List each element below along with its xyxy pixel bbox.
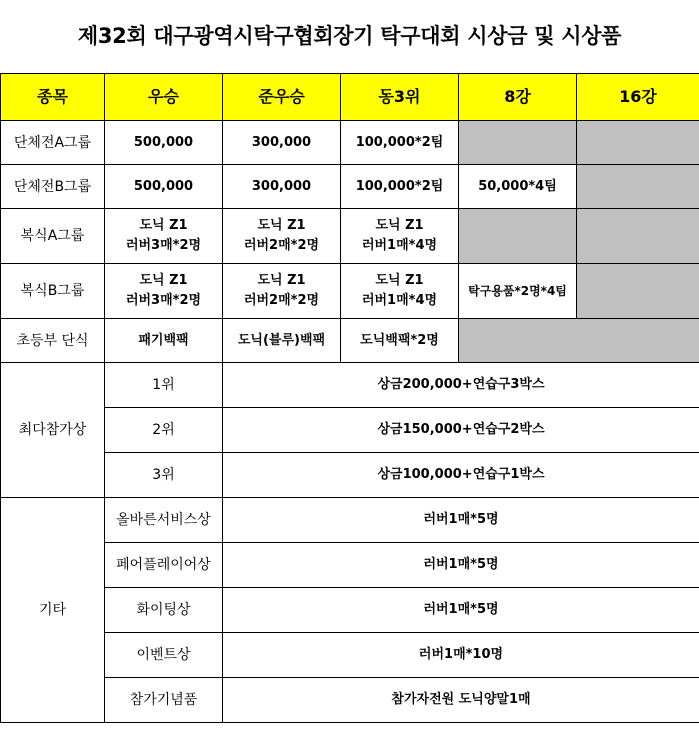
award-name: 참가기념품 xyxy=(105,678,223,723)
header-winner: 우승 xyxy=(105,74,223,121)
award-name: 페어플레이어상 xyxy=(105,543,223,588)
cell-line: 도닉 Z1 xyxy=(375,273,424,288)
header-runner-up: 준우승 xyxy=(223,74,341,121)
cell-winner: 500,000 xyxy=(105,121,223,165)
table-row xyxy=(1,165,699,209)
cell-runner-up: 300,000 xyxy=(223,165,341,209)
header-quarterfinal: 8강 xyxy=(459,74,577,121)
prize-cell: 러버1매*5명 xyxy=(223,543,699,588)
header-third: 동3위 xyxy=(341,74,459,121)
prize-cell: 러버1매*5명 xyxy=(223,498,699,543)
cell-line: 도닉 Z1 xyxy=(257,273,306,288)
cell-line: 도닉 Z1 xyxy=(257,218,306,233)
table-row xyxy=(1,209,699,264)
cell-winner: 패기백팩 xyxy=(105,319,223,363)
prize-cell: 러버1매*10명 xyxy=(223,633,699,678)
table-row xyxy=(1,264,699,319)
cell-runner-up xyxy=(223,264,341,319)
rank-label: 2위 xyxy=(105,408,223,453)
cell-runner-up: 300,000 xyxy=(223,121,341,165)
header-round16: 16강 xyxy=(577,74,699,121)
cell-line: 러버1매*4명 xyxy=(361,238,438,253)
table-row xyxy=(1,408,699,453)
cell-runner-up: 도닉(블루)백팩 xyxy=(223,319,341,363)
prize-cell: 상금100,000+연습구1박스 xyxy=(223,453,699,498)
cell-empty xyxy=(459,209,577,264)
prize-cell: 러버1매*5명 xyxy=(223,588,699,633)
cell-runner-up xyxy=(223,209,341,264)
rank-label: 3위 xyxy=(105,453,223,498)
cell-empty xyxy=(459,319,699,363)
cell-empty xyxy=(577,209,699,264)
row-label: 초등부 단식 xyxy=(1,319,105,363)
table-row xyxy=(1,498,699,543)
page-title: 제32회 대구광역시탁구협회장기 탁구대회 시상금 및 시상품 xyxy=(77,24,622,48)
row-label: 기타 xyxy=(1,498,105,723)
rank-label: 1위 xyxy=(105,363,223,408)
cell-third xyxy=(341,264,459,319)
table-row xyxy=(1,363,699,408)
row-label: 복식A그룹 xyxy=(1,209,105,264)
table-row xyxy=(1,678,699,723)
header-row xyxy=(1,74,699,121)
table-row xyxy=(1,121,699,165)
cell-empty xyxy=(577,121,699,165)
cell-third: 100,000*2팀 xyxy=(341,121,459,165)
table-row xyxy=(1,453,699,498)
cell-line: 러버2매*2명 xyxy=(243,238,320,253)
row-label: 단체전A그룹 xyxy=(1,121,105,165)
table-row xyxy=(1,588,699,633)
prize-cell: 상금150,000+연습구2박스 xyxy=(223,408,699,453)
cell-line: 러버3매*2명 xyxy=(125,293,202,308)
cell-line: 러버2매*2명 xyxy=(243,293,320,308)
cell-line: 도닉 Z1 xyxy=(375,218,424,233)
prize-table xyxy=(0,73,699,723)
prize-cell: 참가자전원 도닉양말1매 xyxy=(223,678,699,723)
table-row xyxy=(1,633,699,678)
cell-third xyxy=(341,209,459,264)
cell-third: 100,000*2팀 xyxy=(341,165,459,209)
cell-line: 도닉 Z1 xyxy=(139,273,188,288)
award-name: 화이팅상 xyxy=(105,588,223,633)
header-category: 종목 xyxy=(1,74,105,121)
cell-line: 러버3매*2명 xyxy=(125,238,202,253)
row-label: 복식B그룹 xyxy=(1,264,105,319)
table-row xyxy=(1,319,699,363)
cell-empty xyxy=(577,264,699,319)
cell-empty xyxy=(577,165,699,209)
cell-line: 러버1매*4명 xyxy=(361,293,438,308)
cell-quarterfinal: 50,000*4팀 xyxy=(459,165,577,209)
cell-quarterfinal: 탁구용품*2명*4팀 xyxy=(459,264,577,319)
row-label: 최다참가상 xyxy=(1,363,105,498)
cell-empty xyxy=(459,121,577,165)
cell-winner: 500,000 xyxy=(105,165,223,209)
row-label: 단체전B그룹 xyxy=(1,165,105,209)
cell-winner xyxy=(105,264,223,319)
table-row xyxy=(1,543,699,588)
award-name: 올바른서비스상 xyxy=(105,498,223,543)
prize-cell: 상금200,000+연습구3박스 xyxy=(223,363,699,408)
cell-line: 도닉 Z1 xyxy=(139,218,188,233)
award-name: 이벤트상 xyxy=(105,633,223,678)
cell-third: 도닉백팩*2명 xyxy=(341,319,459,363)
cell-winner xyxy=(105,209,223,264)
